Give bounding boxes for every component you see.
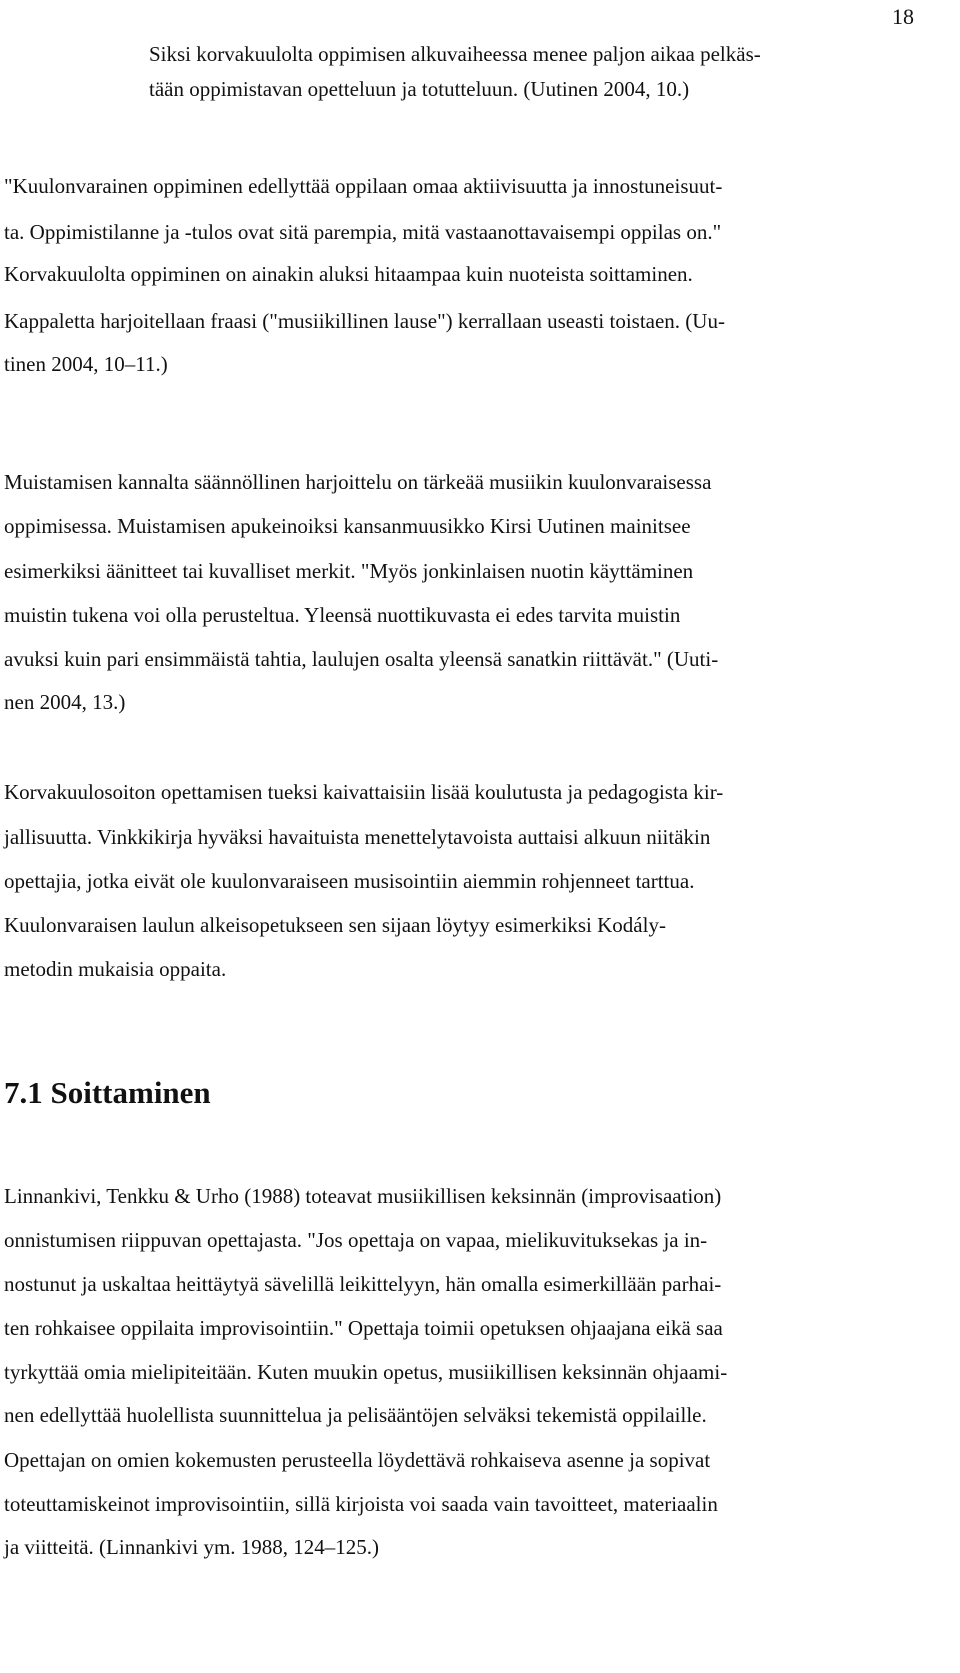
paragraph-line: ten rohkaisee oppilaita improvisointiin." Opettaja toimii opetuksen ohjaajana eikä saa [4, 1316, 723, 1340]
paragraph-line: esimerkiksi äänitteet tai kuvalliset merkit. "Myös jonkinlaisen nuotin käyttäminen [4, 559, 694, 583]
paragraph-line: Korvakuulosoiton opettamisen tueksi kaivattaisiin lisää koulutusta ja pedagogista kir- [4, 780, 724, 804]
paragraph-line: nostunut ja uskaltaa heittäytyä sävelillä leikittelyyn, hän omalla esimerkillään parhai- [4, 1272, 722, 1296]
paragraph-line: toteuttamiskeinot improvisointiin, sillä kirjoista voi saada vain tavoitteet, materiaalin [4, 1492, 718, 1516]
paragraph-line: avuksi kuin pari ensimmäistä tahtia, laulujen osalta yleensä sanatkin riittävät." (Uuti- [4, 647, 719, 671]
page-number: 18 [892, 4, 914, 29]
paragraph-line: nen 2004, 13.) [4, 690, 126, 714]
paragraph-line: jallisuutta. Vinkkikirja hyväksi havaituista menettelytavoista auttaisi alkuun niitäkin [4, 825, 711, 849]
paragraph-line: opettajia, jotka eivät ole kuulonvaraiseen musisointiin aiemmin rohjenneet tarttua. [4, 869, 695, 893]
paragraph-line: Opettajan on omien kokemusten perusteella löydettävä rohkaiseva asenne ja sopivat [4, 1448, 711, 1472]
paragraph-line: ja viitteitä. (Linnankivi ym. 1988, 124–125.) [4, 1535, 380, 1559]
paragraph-line: Muistamisen kannalta säännöllinen harjoittelu on tärkeää musiikin kuulonvaraisessa [4, 470, 712, 494]
paragraph-line: tään oppimistavan opetteluun ja totutteluun. (Uutinen 2004, 10.) [149, 77, 690, 101]
paragraph-line: "Kuulonvarainen oppiminen edellyttää oppilaan omaa aktiivisuutta ja innostuneisuut- [4, 174, 723, 198]
paragraph-line: oppimisessa. Muistamisen apukeinoiksi kansanmuusikko Kirsi Uutinen mainitsee [4, 514, 691, 538]
paragraph-line: Korvakuulolta oppiminen on ainakin aluksi hitaampaa kuin nuoteista soittaminen. [4, 262, 693, 286]
paragraph-line: metodin mukaisia oppaita. [4, 957, 227, 981]
paragraph-line: onnistumisen riippuvan opettajasta. "Jos opettaja on vapaa, mielikuvituksekas ja in- [4, 1228, 708, 1252]
paragraph-line: muistin tukena voi olla perusteltua. Yleensä nuottikuvasta ei edes tarvita muistin [4, 603, 681, 627]
paragraph-line: tinen 2004, 10–11.) [4, 352, 168, 376]
paragraph-line: Siksi korvakuulolta oppimisen alkuvaiheessa menee paljon aikaa pelkäs- [149, 42, 761, 66]
paragraph-line: Kappaletta harjoitellaan fraasi ("musiikillinen lause") kerrallaan useasti toistaen. (Uu- [4, 309, 725, 333]
paragraph-line: nen edellyttää huolellista suunnittelua ja pelisääntöjen selväksi tekemistä oppilaille. [4, 1403, 707, 1427]
paragraph-line: ta. Oppimistilanne ja -tulos ovat sitä parempia, mitä vastaanottavaisempi oppilas on." [4, 220, 722, 244]
paragraph-line: Linnankivi, Tenkku & Urho (1988) toteavat musiikillisen keksinnän (improvisaation) [4, 1184, 722, 1208]
section-heading: 7.1 Soittaminen [4, 1075, 211, 1110]
paragraph-line: tyrkyttää omia mielipiteitään. Kuten muukin opetus, musiikillisen keksinnän ohjaami- [4, 1360, 728, 1384]
paragraph-line: Kuulonvaraisen laulun alkeisopetukseen sen sijaan löytyy esimerkiksi Kodály- [4, 913, 666, 937]
